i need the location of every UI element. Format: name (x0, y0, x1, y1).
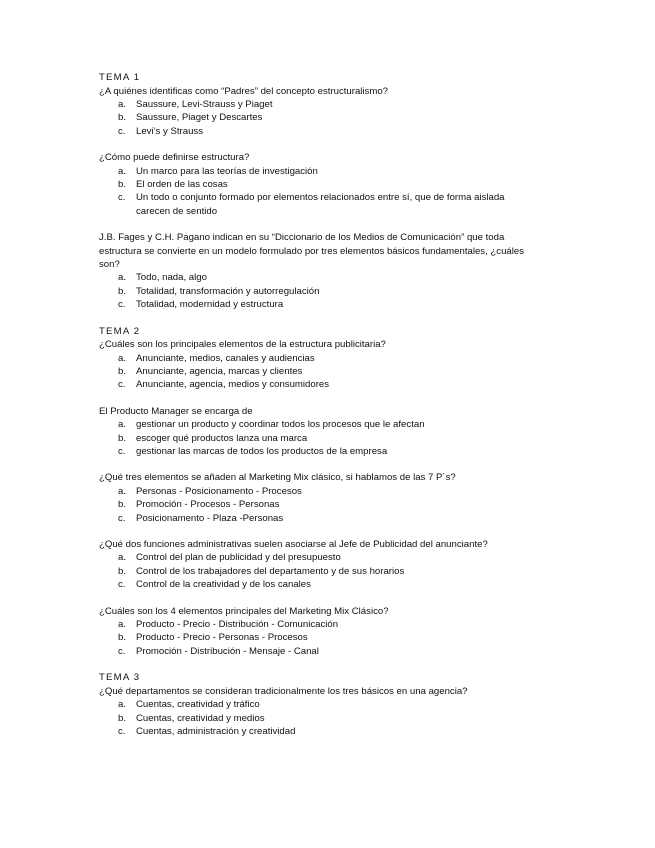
option-text: Control de los trabajadores del departamento y de sus horarios (136, 565, 405, 577)
answer-option (99, 365, 539, 378)
question-block (99, 538, 539, 592)
answer-option (99, 98, 539, 111)
answer-option (99, 165, 539, 178)
question-text: El Producto Manager se encarga de (99, 405, 253, 417)
question-block (99, 338, 539, 392)
option-letter: b. (118, 178, 127, 190)
option-letter: b. (118, 285, 127, 297)
option-letter: a. (118, 165, 127, 177)
answer-options (99, 618, 539, 658)
answer-options (99, 165, 539, 219)
answer-option (99, 551, 539, 564)
question-block (99, 231, 539, 311)
answer-option (99, 445, 539, 458)
question-block (99, 405, 539, 459)
option-text: Producto - Precio - Distribución - Comunicación (136, 619, 339, 630)
option-letter: c. (118, 579, 126, 591)
answer-option (99, 285, 539, 298)
option-letter: c. (118, 299, 126, 311)
question-block (99, 471, 539, 525)
option-text: Control del plan de publicidad y del presupuesto (136, 552, 341, 564)
answer-option (99, 352, 539, 365)
option-text: Cuentas, administración y creatividad (136, 725, 296, 737)
answer-option (99, 111, 539, 124)
answer-option (99, 378, 539, 391)
option-letter: c. (118, 645, 126, 657)
option-text: Anunciante, agencia, medios y consumidores (136, 379, 330, 391)
option-text: Un todo o conjunto formado por elementos relacionados entre sí, que de forma aislada carecen de sentido (136, 192, 505, 217)
answer-option (99, 618, 539, 631)
option-letter: b. (118, 432, 127, 444)
option-letter: c. (118, 512, 126, 524)
section-heading: TEMA 1 (99, 72, 141, 83)
option-text: Posicionamento - Plaza -Personas (136, 512, 284, 524)
option-letter: a. (118, 419, 127, 431)
option-letter: b. (118, 365, 127, 377)
answer-option (99, 432, 539, 445)
answer-option (99, 271, 539, 284)
question-text: ¿Cuáles son los 4 elementos principales del Marketing Mix Clásico? (99, 605, 389, 617)
answer-option (99, 631, 539, 644)
question-block (99, 685, 539, 739)
option-letter: c. (118, 125, 126, 137)
answer-option (99, 512, 539, 525)
answer-options (99, 98, 539, 138)
answer-option (99, 125, 539, 138)
option-letter: c. (118, 445, 126, 457)
answer-option (99, 485, 539, 498)
option-text: Saussure, Levi-Strauss y Piaget (136, 98, 273, 110)
question-text: ¿A quiénes identificas como “Padres” del concepto estructuralismo? (99, 85, 389, 97)
question-text: ¿Cuáles son los principales elementos de la estructura publicitaria? (99, 339, 386, 351)
option-text: Control de la creatividad y de los canales (136, 579, 311, 591)
question-text: ¿Cómo puede definirse estructura? (99, 152, 250, 164)
answer-options (99, 485, 539, 525)
option-text: Cuentas, creatividad y tráfico (136, 699, 260, 711)
option-letter: b. (118, 112, 127, 124)
question-text: ¿Qué dos funciones administrativas suelen asociarse al Jefe de Publicidad del anunciante? (99, 538, 488, 550)
option-letter: a. (118, 552, 127, 564)
option-text: Producto - Precio - Personas - Procesos (136, 632, 308, 644)
question-block (99, 605, 539, 659)
option-letter: c. (118, 192, 126, 204)
option-text: escoger qué productos lanza una marca (136, 432, 308, 444)
section-heading: TEMA 3 (99, 672, 141, 684)
option-letter: a. (118, 98, 127, 110)
answer-option (99, 725, 539, 738)
option-letter: a. (118, 619, 127, 630)
option-letter: b. (118, 565, 127, 577)
answer-options (99, 698, 539, 738)
option-text: Promoción - Distribución - Mensaje - Canal (136, 645, 319, 657)
option-letter: b. (118, 632, 127, 644)
answer-options (99, 271, 539, 311)
answer-option (99, 645, 539, 658)
answer-options (99, 551, 539, 591)
answer-option (99, 712, 539, 725)
answer-option (99, 298, 539, 311)
option-letter: c. (118, 379, 126, 391)
option-text: Totalidad, transformación y autorregulación (136, 285, 320, 297)
option-text: gestionar las marcas de todos los productos de la empresa (136, 445, 388, 457)
question-block (99, 85, 539, 139)
option-letter: a. (118, 699, 127, 711)
option-text: Todo, nada, algo (136, 272, 207, 284)
answer-option (99, 418, 539, 431)
answer-option (99, 191, 506, 218)
answer-option (99, 178, 539, 191)
answer-option (99, 565, 539, 578)
option-letter: a. (118, 272, 127, 284)
answer-options (99, 352, 539, 392)
option-text: Totalidad, modernidad y estructura (136, 299, 284, 311)
option-letter: c. (118, 725, 126, 737)
option-text: Promoción - Procesos - Personas (136, 499, 280, 511)
option-text: Levi’s y Strauss (136, 125, 204, 137)
answer-option (99, 698, 539, 711)
option-text: Anunciante, medios, canales y audiencias (136, 352, 315, 364)
option-text: Cuentas, creatividad y medios (136, 712, 265, 724)
option-text: El orden de las cosas (136, 178, 228, 190)
question-text: ¿Qué departamentos se consideran tradicionalmente los tres básicos en una agencia? (99, 685, 468, 697)
document-page (99, 71, 539, 738)
question-block (99, 151, 539, 218)
section-heading: TEMA 2 (99, 325, 141, 337)
option-text: gestionar un producto y coordinar todos los procesos que le afectan (136, 419, 425, 431)
question-text: ¿Qué tres elementos se añaden al Marketing Mix clásico, si hablamos de las 7 P´s? (99, 472, 456, 484)
answer-options (99, 418, 539, 458)
question-text: J.B. Fages y C.H. Pagano indican en su “Diccionario de los Medios de Comunicación” que toda estructura se convierte en un modelo formulado por tres elementos básicos fundamentales, ¿cuáles son? (99, 232, 525, 270)
answer-option (99, 578, 539, 591)
option-letter: b. (118, 499, 127, 511)
option-text: Anunciante, agencia, marcas y clientes (136, 365, 303, 377)
answer-option (99, 498, 539, 511)
option-letter: a. (118, 352, 127, 364)
option-text: Saussure, Piaget y Descartes (136, 112, 263, 124)
option-letter: a. (118, 485, 127, 497)
option-text: Personas - Posicionamento - Procesos (136, 485, 302, 497)
option-text: Un marco para las teorías de investigación (136, 165, 318, 177)
option-letter: b. (118, 712, 127, 724)
